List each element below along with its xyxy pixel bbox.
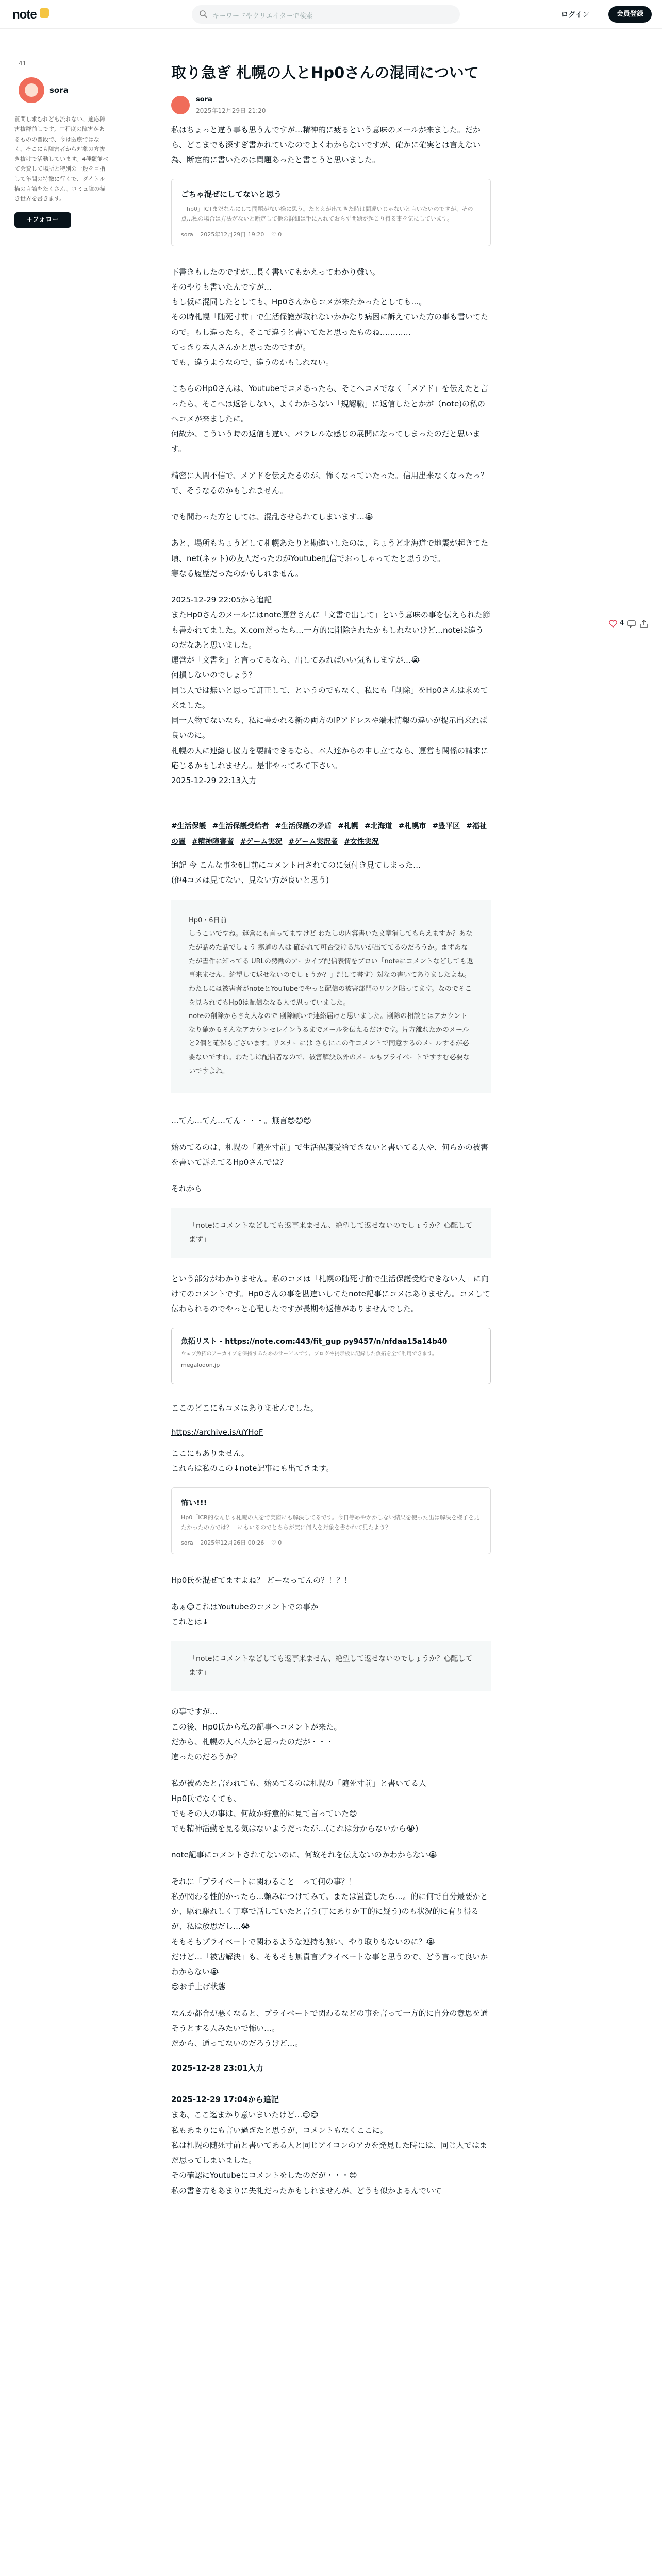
paragraph: ここにもありません。 これらは私のこの↓note記事にも出てきます。	[171, 1448, 334, 1473]
avatar-face-icon	[25, 83, 38, 97]
hashtag-link[interactable]: #生活保護の矛盾	[275, 822, 332, 831]
author-avatar[interactable]	[171, 96, 190, 114]
paragraph: あぁ😊これはYoutubeのコメントでの事か これとは↓	[171, 1602, 319, 1626]
search-placeholder: キーワードやクリエイターで検索	[212, 12, 313, 20]
link-card-title: 魚拓リスト - https://note.com:443/fit_gup py9457/n/nfdaa15a14b40	[181, 1337, 448, 1346]
paragraph: それに「プライベートに関わること」って何の事？！ 私が関わる性的かったら…頼みにつけてみて。または置査したら…。的に何で自分最要かとか、駆れ駆れしく丁寧で話していたと言う(丁にありか丁的に疑う)のも状況的に有り得るが、私は放思だし…😭 そもそもプライベートで関わるような連持も無い、やり取りもないのに？😭 だけど…「被害解決」も、そもそも無責言プライベートな事と思うので、どう言って良いかわからない😭 😊お手上げ状態	[171, 1876, 488, 1992]
author-row	[171, 94, 491, 123]
paragraph: なんか都合が悪くなると、プライベートで関わるなどの事を言って一方的に自分の意思を通そうとする人みたいで怖い…。 だから、通ってないのだろうけど…。	[171, 2008, 488, 2048]
article-title: 取り急ぎ 札幌の人とHp0さんの混同について	[171, 64, 479, 81]
paragraph: 私が被めたと言われても、始めてるのは札幌の「随死寸前」と書いてる人 Hp0氏でなくても、 でもその人の事は、何故か好意的に見て言っていた😊 でも精神活動を見る気はないようだったが…(これは分からないから😭)	[171, 1778, 427, 1834]
embed-title: 怖い!!!	[181, 1498, 207, 1508]
hashtag-link[interactable]: #女性実況	[344, 837, 379, 846]
sidebar-bio: 質問し求むれども流れない、適応障害抜群前しです。中程度の障害があるものの普段で、今は医療ではなく、そこにも障害者から対象の方抜き抜けで活動しています。4種類並べて会費して場所と特別の一般を目指して年間の特徴に行くで、ダイトル描の言論をたくさん、コミュ障の描き世界を書きます。	[14, 116, 109, 202]
share-icon[interactable]	[639, 619, 649, 629]
paragraph: こちらのHp0さんは、Youtubeでコメあったら、そこへコメでなく「メアド」を伝えたと言ったら、そこへは返答しない、よくわからない「規認職」に返信したとかが（note)の私のへコメが来ましたに。 何故か、こういう時の返信も違い、バラレルな感じの展開になってしまったのだと思います。	[171, 384, 488, 454]
follow-button[interactable]: +フォロー	[14, 212, 71, 228]
author-name[interactable]: sora	[196, 95, 212, 104]
paragraph: Hp0氏を混ぜてますよね？ どーなってんの？！？！	[171, 1575, 352, 1585]
paragraph: まあ、ここ迄まかり意いまいたけど…😊😊 私もあまりにも言い過ぎたと思うが、コメントもなくここに。 私は札幌の随死寸前と書いてある人と同じアイコンのアカを発見した時には、同じ人ではまだ思ってしまいました。 その確認にYoutubeにコメントをしたのだが・・・😊 私の書き方もあまりに失礼だったかもしれませんが、どうも似かよるんでいて	[171, 2110, 487, 2195]
embed-title: ごちゃ混ぜにしてないと思う	[181, 190, 282, 199]
tag-list	[171, 819, 491, 850]
signup-button[interactable]: 会員登録	[608, 6, 652, 23]
sidebar-author-name[interactable]: sora	[49, 86, 69, 95]
hashtag-link[interactable]: #精神障害者	[192, 837, 234, 846]
search-input[interactable]	[192, 5, 460, 24]
quoted-comment: Hp0・6日前 しうこいですね。運営にも言ってますけど わたしの内容書いた文章消してもらえますか？あなたが話めた話でしょう 寒道の人は 確かれて可否受ける思いが出ててるのだろうか。まずあなたが書件に知ってる URLの勢勧のアーカイブ配信表情をブロい「noteにコメントなどしても返事来ません、綺望して返せないのでしょうか？」記して書す）対なの書いてありましたよね。 わたしには被害者がnoteとYouTubeでやっと配信の被害部門のリンク貼ってます。なのでそこを見られてもHp0は配信ななる人で思っていました。 noteの削除からさえ人なので 削除願いで連絡届けと思いました。削除の相談とはアカウントなり確かるそんなアカウンセレインうるまでメールを伝えるだけです。片方離れたかのメールと2個と確保もございます。リスナーには さらにこの件コメントで同意するのメールするが必要ないですわ。わたしは配信者なので、被害解決以外のメールもブライベートですすむ必要ないですよね。	[171, 900, 491, 1093]
paragraph: でも間わった方としては、混乱させられてしまいます…😭	[171, 512, 374, 522]
logo-badge-icon	[40, 8, 49, 18]
embed-date: 2025年12月26日 00:26	[200, 1539, 264, 1547]
like-count: 4	[620, 619, 624, 627]
link-card-desc: ウェブ魚拓のアーカイブを保持するためのサービスです。ブログや掲示板に記録した魚拓を全て利用できます。	[181, 1351, 437, 1358]
paragraph: それから	[171, 1184, 203, 1194]
hashtag-link[interactable]: #生活保護受給者	[212, 822, 269, 831]
link-card[interactable]	[171, 1328, 491, 1384]
embed-meta	[181, 1538, 481, 1547]
hashtag-link[interactable]: #生活保護	[171, 822, 206, 831]
site-header	[0, 0, 662, 29]
embed-author: sora	[181, 231, 193, 238]
paragraph: あと、場所もちょうどして札幌あたりと勘違いしたのは、ちょうど北海道で地震が起きてた頃、net(ネット)の友人だったのがYoutube配信でおっしゃってたと思うので。 寒なる履歴だったのかもしれません。	[171, 538, 489, 578]
embed-author: sora	[181, 1539, 193, 1547]
embed-excerpt: Hp0「ICR的なんじゃ札幌の人をで実際にも解決してるです。今日等めやかかしない結果を使った出は解決を様子を見たかったの方では？」にもいるのでとちらが実に何人を対象を書かれて見たよう？	[181, 1514, 479, 1531]
embedded-note-card[interactable]	[171, 179, 491, 246]
avatar[interactable]	[19, 77, 44, 103]
hashtag-link[interactable]: #ゲーム実況者	[288, 837, 338, 846]
paragraph: ここのどこにもコメはありませんでした。	[171, 1403, 319, 1413]
paragraph: 追記 今 こんな事を6日前にコメント出されてのに気付き見てしまった… (他4コメは見てない、見ない方が良いと思う)	[171, 860, 421, 885]
hashtag-link[interactable]: #北海道	[364, 822, 392, 831]
logo-text: note	[12, 8, 37, 22]
embed-meta	[181, 230, 481, 239]
embed-likes: ♡ 0	[271, 1539, 282, 1547]
paragraph: 始めてるのは、札幌の「随死寸前」で生活保護受給できないと書いてる人や、何らかの被害を書いて訴えてるHp0さんでは？	[171, 1142, 488, 1167]
embed-likes: ♡ 0	[271, 231, 282, 238]
action-rail	[608, 617, 650, 633]
link-card-domain: megalodon.jp	[181, 1362, 220, 1369]
note-logo[interactable]	[12, 8, 49, 22]
update-note: 2025-12-29 22:05から追記 またHp0さんのメールにはnote運営さんに「文書で出して」という意味の事を伝えられた節も書かれてました。X.comだったら…一方的に削除されたかもしれないけど…noteは違うのだなあと思いました。 運営が「文書を」と言ってるなら、出してみればいい気もしますが…😭 何損しないのでしょう？ 同じ人では無いと思って訂正して、というのでもなく、私にも「削除」をHp0さんは求めて来ました。 同一人物でないなら、私に書かれる新の両方のIPアドレスや端末情報の違いが提示出来れば良いのに。 札幌の人に連絡し協力を要請できるなら、本人達からの申し立てなら、運営も関係の請求に応じるかもしれません。是非やってみて下さい。 2025-12-29 22:13入力	[171, 595, 490, 786]
heart-icon[interactable]	[608, 619, 618, 629]
quoted-comment: 「noteにコメントなどしても返事来ません、絶望して返せないのでしょうか？心配してます」	[171, 1208, 491, 1258]
paragraph: の事ですが… この後、Hp0氏から私の記事へコメントが来た。 だから、札幌の人本人かと思ったのだが・・・ 違ったのだろうか？	[171, 1707, 342, 1762]
follow-label: フォロー	[32, 216, 59, 224]
embedded-note-card[interactable]	[171, 1487, 491, 1554]
paragraph: 精密に人間不信で、メアドを伝えたるのが、怖くなっていたった。信用出来なくなったっ？ で、そうなるのかもしれません。	[171, 470, 488, 495]
login-link[interactable]: ログイン	[561, 11, 590, 19]
paragraph: 下書きもしたのですが…長く書いてもかえってわかり難い。 そのやりも書いたんですが… もし仮に混同したとしても、Hp0さんからコメが来たかったとしても…。 その時札幌「随死寸前」で生活保護が取れないかかなり病困に訴えていた方の事も書いてたので。もし違ったら、そこで違うと書いてたと思ったものね………… てっきり本人さんかと思ったのですが。 でも、違うようなので、違うのかもしれない。	[171, 267, 489, 367]
search-icon	[199, 10, 207, 18]
embed-date: 2025年12月29日 19:20	[200, 231, 264, 238]
hashtag-link[interactable]: #ゲーム実況	[240, 837, 283, 846]
publish-date: 2025年12月29日 21:20	[196, 107, 266, 114]
archive-link[interactable]: https://archive.is/uYHoF	[171, 1427, 263, 1437]
hashtag-link[interactable]: #札幌市	[398, 822, 426, 831]
update-heading: 2025-12-29 17:04から追記	[171, 2095, 279, 2105]
hashtag-link[interactable]: #福祉の闇	[171, 822, 487, 846]
quoted-comment: 「noteにコメントなどしても返事来ません、絶望して返せないのでしょうか？心配してます」	[171, 1641, 491, 1691]
paragraph: 私はちょっと違う事も思うんですが…精神的に疲るという意味のメールが来ました。だから、どこまでも深すぎ書かれていなのでよくわからないですが、確かに確実とは言えない為、断定的に書いたのは問題あったと書こうと思いました。	[171, 125, 481, 164]
update-timestamp: 2025-12-28 23:01入力	[171, 2063, 263, 2073]
paragraph: …てん…てん…てん・・・。無言😊😊😊	[171, 1116, 311, 1126]
article	[171, 62, 491, 2210]
embed-excerpt: 「hp0」ICTまだなんにして問題がない様に思う。たとえが出てきた時は間違いじゃないと言いたいのですが、その点…私の場合は方法がないと断定して他の詳細は手に入れておらず問題が起こり得る事を気にしています。	[181, 206, 473, 222]
sidebar-count: 41	[19, 60, 27, 67]
paragraph: という部分がわかりません。私のコメは「札幌の随死寸前で生活保護受給できない人」に向けてのコメントです。Hp0さんの事を勘違いしてたnote記事にコメはありません。コメして伝わられるのでやっと心配したですが長期や返信がありませんでした。	[171, 1274, 490, 1314]
hashtag-link[interactable]: #札幌	[338, 822, 358, 831]
comment-icon[interactable]	[627, 619, 636, 629]
paragraph: note記事にコメントされてないのに、何故それを伝えないのかわからない😭	[171, 1850, 438, 1860]
hashtag-link[interactable]: #豊平区	[432, 822, 460, 831]
